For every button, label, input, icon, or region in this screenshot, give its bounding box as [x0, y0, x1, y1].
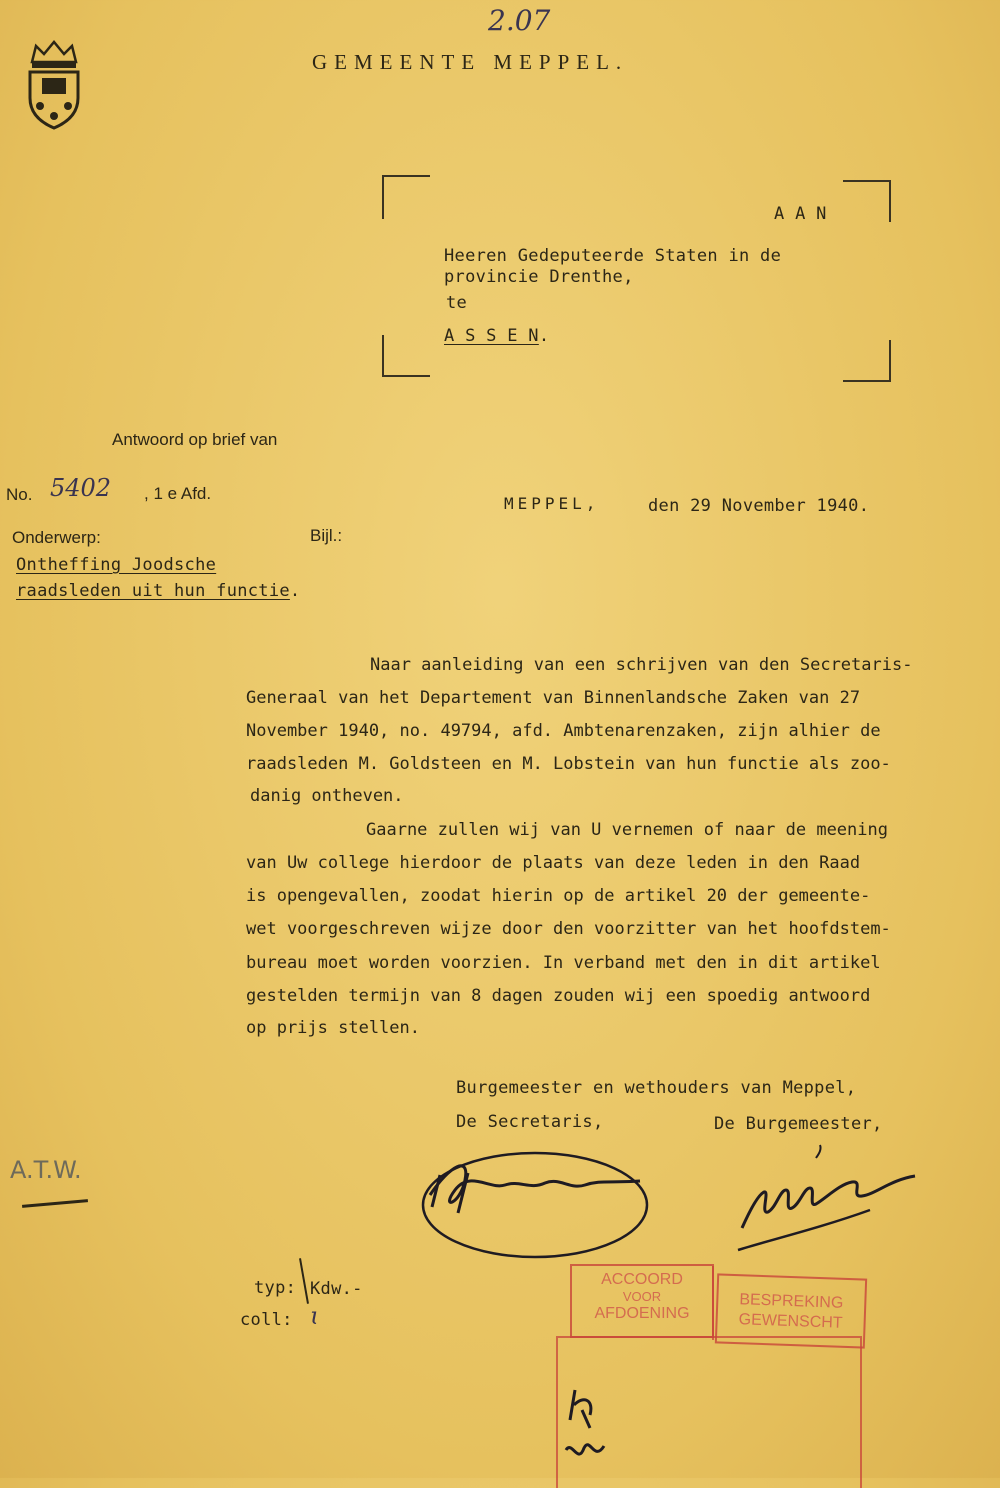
body-line: op prijs stellen. — [246, 1018, 420, 1038]
reference-number-value: 5402 — [50, 474, 112, 502]
coat-of-arms-icon — [22, 40, 86, 134]
body-line: is opengevallen, zoodat hierin op de artikel 20 der gemeente- — [246, 886, 871, 906]
address-bracket-bl — [382, 335, 430, 377]
closing-secretaris: De Secretaris, — [456, 1112, 604, 1132]
subject-line-2 — [16, 581, 300, 601]
reference-afd: , 1 e Afd. — [144, 484, 212, 503]
stamp-bespreking-line-1: BESPREKING — [739, 1291, 844, 1312]
subject-line-1: Ontheffing Joodsche — [16, 555, 217, 575]
antwoord-label: Antwoord op brief van — [112, 430, 278, 449]
closing-line: Burgemeester en wethouders van Meppel, — [456, 1078, 857, 1098]
address-city — [444, 326, 549, 346]
body-line: bureau moet worden voorzien. In verband met den in dit artikel — [246, 953, 881, 973]
address-line-1: Heeren Gedeputeerde Staten in de — [444, 246, 782, 266]
stamp-akkoord-line-2: VOOR — [622, 1289, 662, 1304]
body-line: gestelden termijn van 8 dagen zouden wij een spoedig antwoord — [246, 986, 871, 1006]
collation-label: coll: — [240, 1310, 293, 1330]
dateline-place: MEPPEL, — [504, 494, 600, 513]
body-line: Naar aanleiding van een schrijven van den Secretaris- — [370, 655, 913, 675]
body-line: Generaal van het Departement van Binnenlandsche Zaken van 27 — [246, 688, 861, 708]
handwritten-mark — [560, 1380, 620, 1482]
stamp-bespreking-line-2: GEWENSCHT — [738, 1311, 843, 1332]
stamp-akkoord — [570, 1264, 714, 1338]
onderwerp-label: Onderwerp: — [12, 528, 101, 547]
body-line: raadsleden M. Goldsteen en M. Lobstein van hun functie als zoo- — [246, 754, 891, 774]
stamp-akkoord-line-1: ACCOORD — [601, 1271, 683, 1288]
subject-line-2-dot: . — [289, 581, 301, 601]
body-line: van Uw college hierdoor de plaats van deze leden in den Raad — [246, 853, 861, 873]
subject-line-2-text: raadsleden uit hun functie — [16, 581, 290, 601]
typist-value: Kdw.- — [310, 1279, 363, 1299]
stamp-akkoord-line-3: AFDOENING — [594, 1305, 690, 1322]
body-line: danig ontheven. — [250, 786, 404, 806]
archive-number: 2.07 — [488, 4, 551, 37]
address-bracket-tr — [843, 180, 891, 222]
address-te: te — [446, 293, 468, 313]
closing-burgemeester: De Burgemeester, — [714, 1114, 883, 1134]
typist-label: typ: — [254, 1278, 297, 1298]
address-aan: A A N — [774, 204, 827, 224]
reference-number-label: No. — [6, 485, 33, 504]
body-line: Gaarne zullen wij van U vernemen of naar de meening — [366, 820, 888, 840]
bijlagen-label: Bijl.: — [310, 526, 343, 545]
address-city-dot: . — [538, 326, 550, 346]
address-city-name: A S S E N — [444, 326, 539, 346]
body-line: wet voorgeschreven wijze door den voorzitter van het hoofdstem- — [246, 919, 891, 939]
signature-secretaris — [410, 1135, 660, 1269]
initials-pencil: A.T.W. — [10, 1156, 82, 1184]
letterhead-title: GEMEENTE MEPPEL. — [312, 50, 629, 74]
address-bracket-br — [843, 340, 891, 382]
dateline-date: den 29 November 1940. — [648, 496, 870, 516]
collation-mark: ɩ — [310, 1302, 320, 1330]
address-line-2: provincie Drenthe, — [444, 267, 634, 287]
address-bracket-tl — [382, 175, 430, 219]
signature-burgemeester — [730, 1140, 930, 1264]
initials-underline — [22, 1199, 88, 1208]
footer-divider — [299, 1258, 309, 1304]
stamp-divider — [712, 1266, 714, 1340]
body-line: November 1940, no. 49794, afd. Ambtenarenzaken, zijn alhier de — [246, 721, 881, 741]
